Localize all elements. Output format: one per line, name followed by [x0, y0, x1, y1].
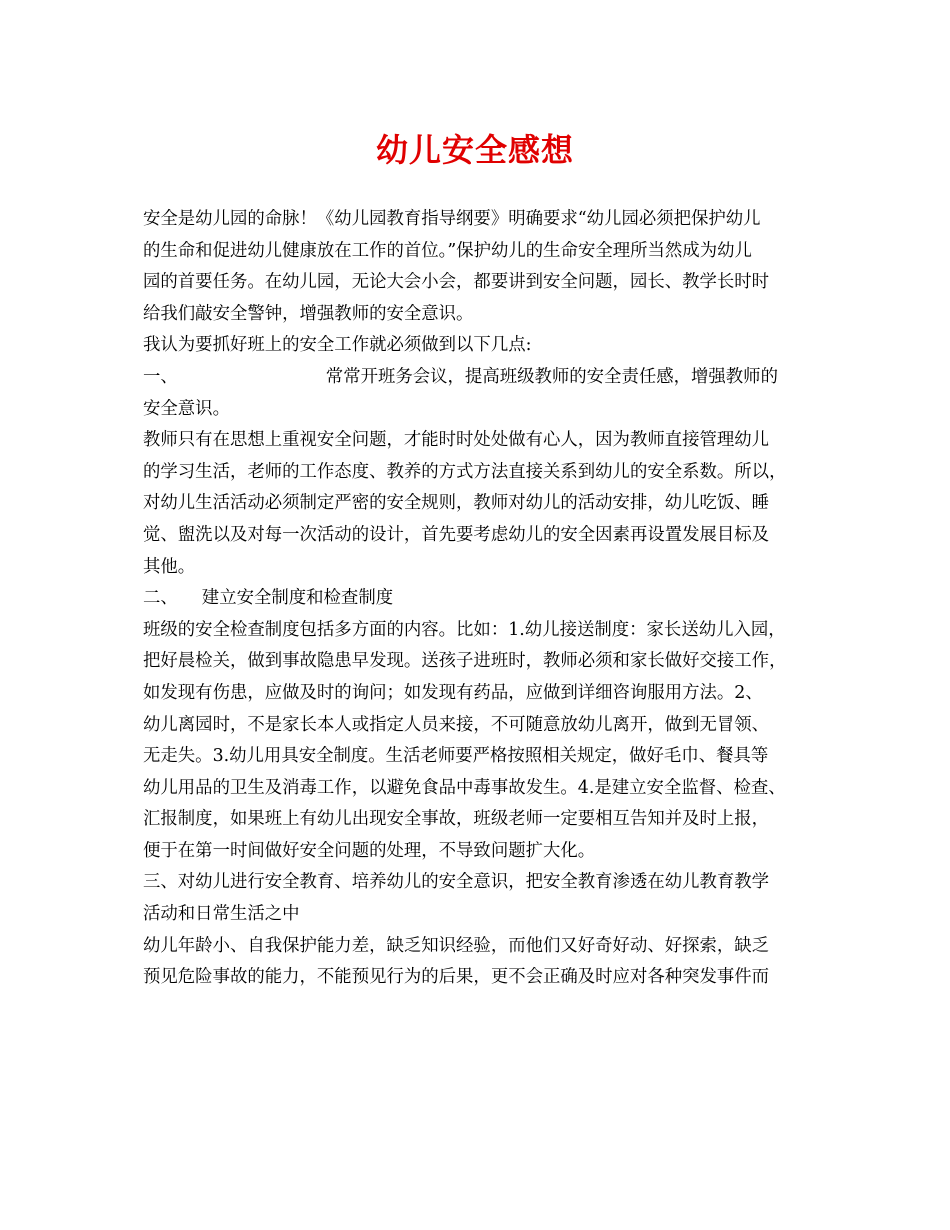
- text-line: 安全是幼儿园的命脉！《幼儿园教育指导纲要》明确要求“幼儿园必须把保护幼儿: [143, 209, 761, 229]
- point-two-marker: 二、: [143, 588, 178, 609]
- text-line: 如发现有伤患，应做及时的询问；如发现有药品，应做到详细咨询服用方法。2、: [143, 682, 763, 703]
- point-two-text: 建立安全制度和检查制度: [201, 588, 394, 609]
- text-line: 班级的安全检查制度包括多方面的内容。比如：1.幼儿接送制度：家长送幼儿入园，: [143, 619, 786, 640]
- point-one-text: 常常开班务会议，提高班级教师的安全责任感，增强教师的: [325, 366, 778, 387]
- text-line: 对幼儿生活活动必须制定严密的安全规则，教师对幼儿的活动安排，幼儿吃饭、睡: [143, 493, 770, 514]
- text-line: 幼儿离园时，不是家长本人或指定人员来接，不可随意放幼儿离开，做到无冒领、: [143, 714, 770, 735]
- text-line: 幼儿年龄小、自我保护能力差，缺乏知识经验，而他们又好奇好动、好探索，缺乏: [143, 935, 770, 956]
- text-line: 把好晨检关，做到事故隐患早发现。送孩子进班时，教师必须和家长做好交接工作，: [143, 651, 787, 672]
- text-line: 给我们敲安全警钟，增强教师的安全意识。: [143, 303, 474, 324]
- text-line: 园的首要任务。在幼儿园，无论大会小会，都要讲到安全问题，园长、教学长时时: [143, 272, 770, 293]
- text-line: 预见危险事故的能力，不能预见行为的后果，更不会正确及时应对各种突发事件而: [143, 967, 770, 988]
- text-line: 三、对幼儿进行安全教育、培养幼儿的安全意识，把安全教育渗透在幼儿教育教学: [143, 872, 770, 893]
- text-line: 教师只有在思想上重视安全问题，才能时时处处做有心人，因为教师直接管理幼儿: [143, 430, 770, 451]
- text-line: 汇报制度，如果班上有幼儿出现安全事故，班级老师一定要相互告知并及时上报，: [143, 809, 770, 830]
- text-line: 幼儿用品的卫生及消毒工作，以避免食品中毒事故发生。4.是建立安全监督、检查、: [143, 777, 786, 798]
- point-two-line: [143, 583, 819, 615]
- text-line: 活动和日常生活之中: [143, 904, 300, 925]
- text-line: 其他。: [143, 556, 196, 577]
- document-title: 幼儿安全感想: [375, 131, 574, 169]
- point-one-line: [143, 362, 819, 394]
- text-line: 的学习生活，老师的工作态度、教养的方式方法直接关系到幼儿的安全系数。所以，: [143, 461, 787, 482]
- text-line: 觉、盥洗以及对每一次活动的设计，首先要考虑幼儿的安全因素再设置发展目标及: [143, 524, 770, 545]
- document-body: [143, 204, 819, 994]
- text-line: 无走失。3.幼儿用具安全制度。生活老师要严格按照相关规定，做好毛巾、餐具等: [143, 746, 769, 767]
- text-line: 我认为要抓好班上的安全工作就必须做到以下几点:: [143, 335, 532, 356]
- point-one-marker: 一、: [143, 366, 178, 387]
- text-line: 便于在第一时间做好安全问题的处理，不导致问题扩大化。: [143, 840, 596, 861]
- text-line: 安全意识。: [143, 398, 230, 419]
- text-line: 的生命和促进幼儿健康放在工作的首位。”保护幼儿的生命安全理所当然成为幼儿: [143, 240, 752, 261]
